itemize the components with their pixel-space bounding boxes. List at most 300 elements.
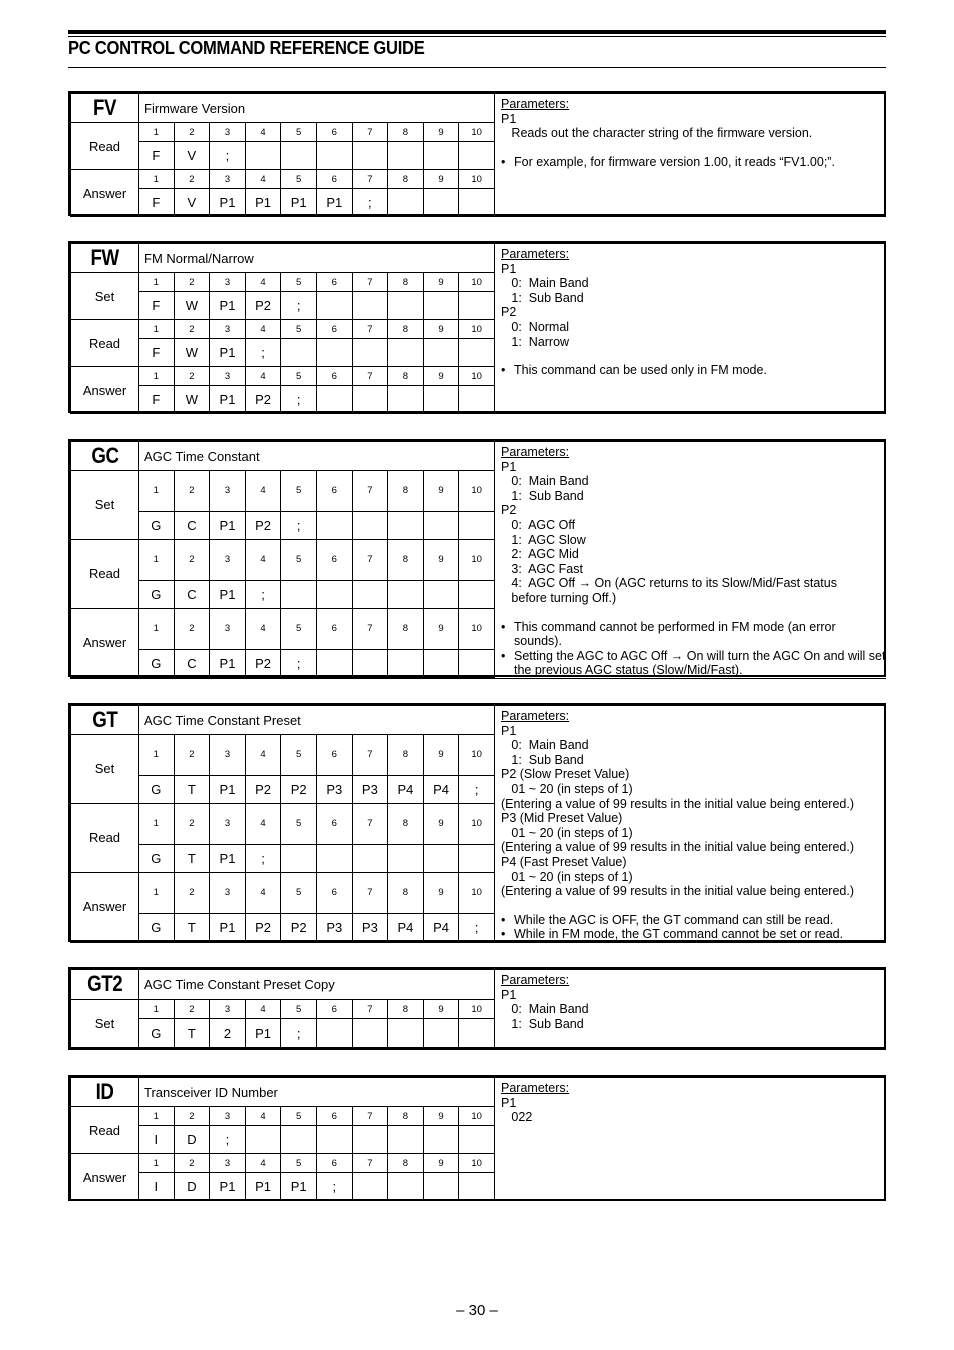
command-table xyxy=(70,243,886,414)
row-label-read: Read xyxy=(71,539,139,608)
position-number: 9 xyxy=(423,320,459,339)
position-number: 10 xyxy=(459,471,495,512)
position-number: 1 xyxy=(139,170,175,189)
parameters-label: Parameters: xyxy=(501,1081,570,1095)
position-cell xyxy=(423,1173,459,1201)
parameters-label: Parameters: xyxy=(501,97,570,111)
position-cell xyxy=(423,142,459,170)
position-number: 2 xyxy=(174,471,210,512)
parameter-line: 022 xyxy=(501,1110,533,1125)
position-number: 7 xyxy=(352,1154,388,1173)
position-cell: P4 xyxy=(423,775,459,803)
position-number: 1 xyxy=(139,803,175,844)
position-number: 5 xyxy=(281,320,317,339)
position-number: 4 xyxy=(245,1107,281,1126)
position-number: 9 xyxy=(423,735,459,776)
position-number: 1 xyxy=(139,1107,175,1126)
position-cell xyxy=(388,844,424,872)
position-number: 5 xyxy=(281,999,317,1019)
position-cell: P3 xyxy=(316,913,352,941)
position-number: 9 xyxy=(423,999,459,1019)
position-number: 2 xyxy=(174,273,210,292)
position-number: 10 xyxy=(459,123,495,142)
position-cell: V xyxy=(174,189,210,217)
command-name: FM Normal/Narrow xyxy=(139,244,495,273)
row-label-set: Set xyxy=(71,471,139,540)
position-cell xyxy=(352,1173,388,1201)
position-cell: ; xyxy=(245,580,281,608)
position-cell: T xyxy=(174,913,210,941)
row-label-answer: Answer xyxy=(71,872,139,941)
parameter-line: P2 xyxy=(501,305,517,320)
position-number: 1 xyxy=(139,735,175,776)
row-label-read: Read xyxy=(71,1107,139,1154)
position-number: 3 xyxy=(210,123,246,142)
position-cell: C xyxy=(174,580,210,608)
position-number: 5 xyxy=(281,170,317,189)
parameter-line: 0: Main Band xyxy=(501,738,589,753)
position-number: 2 xyxy=(174,872,210,913)
position-cell xyxy=(459,189,495,217)
position-cell: ; xyxy=(281,511,317,539)
note-item xyxy=(501,913,886,928)
position-cell: C xyxy=(174,511,210,539)
position-number: 8 xyxy=(388,1154,424,1173)
position-number: 9 xyxy=(423,608,459,649)
position-number: 3 xyxy=(210,170,246,189)
position-number: 1 xyxy=(139,999,175,1019)
parameter-line: P1 xyxy=(501,987,517,1002)
position-cell: ; xyxy=(245,844,281,872)
empty-area xyxy=(71,677,495,678)
position-number: 6 xyxy=(316,367,352,386)
bullet-icon: • xyxy=(501,363,506,378)
position-number: 3 xyxy=(210,735,246,776)
position-cell xyxy=(459,142,495,170)
bullet-icon: • xyxy=(501,648,506,663)
row-label-answer: Answer xyxy=(71,367,139,414)
position-number: 8 xyxy=(388,999,424,1019)
position-cell: P2 xyxy=(245,913,281,941)
position-number: 9 xyxy=(423,872,459,913)
position-cell xyxy=(423,339,459,367)
position-number: 9 xyxy=(423,1107,459,1126)
position-number: 6 xyxy=(316,999,352,1019)
row-label-set: Set xyxy=(71,273,139,320)
position-cell xyxy=(388,292,424,320)
position-cell: P2 xyxy=(245,511,281,539)
command-code-text: GC xyxy=(90,443,119,468)
position-cell: F xyxy=(139,189,175,217)
position-number: 2 xyxy=(174,999,210,1019)
position-number: 8 xyxy=(388,320,424,339)
command-table xyxy=(70,441,886,679)
position-cell: I xyxy=(139,1126,175,1154)
position-number: 9 xyxy=(423,803,459,844)
position-cell xyxy=(316,1019,352,1048)
position-cell xyxy=(281,844,317,872)
parameter-line: 1: Sub Band xyxy=(501,290,584,305)
command-code xyxy=(71,442,139,471)
note-text: Setting the AGC to AGC Off → On will turn the AGC On and will set the previous AGC status (Slow/Mid/Fast). xyxy=(514,648,886,678)
position-cell: P2 xyxy=(245,292,281,320)
position-cell: 2 xyxy=(210,1019,246,1048)
command-block-id xyxy=(68,1075,886,1201)
command-code-text: GT xyxy=(91,707,118,732)
position-cell: D xyxy=(174,1126,210,1154)
position-cell xyxy=(388,1173,424,1201)
position-cell xyxy=(352,1019,388,1048)
position-cell xyxy=(459,649,495,677)
parameter-line: 2: AGC Mid xyxy=(501,547,579,562)
position-cell: P1 xyxy=(210,649,246,677)
position-cell: ; xyxy=(281,292,317,320)
position-cell: P1 xyxy=(210,580,246,608)
position-cell: W xyxy=(174,292,210,320)
position-number: 9 xyxy=(423,273,459,292)
position-cell: ; xyxy=(210,1126,246,1154)
notes-spacer xyxy=(501,899,886,913)
parameter-line: P1 xyxy=(501,1095,517,1110)
position-cell xyxy=(352,844,388,872)
position-number: 5 xyxy=(281,123,317,142)
position-number: 5 xyxy=(281,273,317,292)
position-cell xyxy=(316,844,352,872)
position-number: 3 xyxy=(210,803,246,844)
position-number: 9 xyxy=(423,367,459,386)
position-cell xyxy=(388,189,424,217)
position-cell xyxy=(352,580,388,608)
position-cell xyxy=(316,511,352,539)
position-cell xyxy=(388,511,424,539)
position-cell xyxy=(423,1019,459,1048)
position-number: 4 xyxy=(245,367,281,386)
position-number: 5 xyxy=(281,471,317,512)
position-number: 4 xyxy=(245,1154,281,1173)
bullet-icon: • xyxy=(501,154,506,169)
position-number: 6 xyxy=(316,803,352,844)
position-number: 8 xyxy=(388,123,424,142)
position-cell: T xyxy=(174,1019,210,1048)
position-cell: P4 xyxy=(423,913,459,941)
position-number: 6 xyxy=(316,471,352,512)
position-number: 3 xyxy=(210,872,246,913)
position-cell xyxy=(352,511,388,539)
position-cell: P1 xyxy=(245,189,281,217)
position-cell xyxy=(459,511,495,539)
position-number: 9 xyxy=(423,170,459,189)
position-number: 1 xyxy=(139,367,175,386)
command-name: AGC Time Constant Preset xyxy=(139,706,495,735)
command-table xyxy=(70,969,886,1048)
parameter-line: 1: Sub Band xyxy=(501,752,584,767)
parameters-panel xyxy=(495,706,887,943)
position-number: 10 xyxy=(459,999,495,1019)
position-cell: P2 xyxy=(245,386,281,414)
parameter-line: P1 xyxy=(501,459,517,474)
position-cell: T xyxy=(174,775,210,803)
position-number: 5 xyxy=(281,1154,317,1173)
position-number: 2 xyxy=(174,320,210,339)
position-number: 2 xyxy=(174,170,210,189)
parameter-line: 01 ~ 20 (in steps of 1) xyxy=(501,781,633,796)
command-code xyxy=(71,970,139,1000)
position-number: 4 xyxy=(245,320,281,339)
command-code-text: GT2 xyxy=(86,971,123,997)
empty-area xyxy=(71,941,495,942)
position-cell xyxy=(352,339,388,367)
position-number: 6 xyxy=(316,1154,352,1173)
position-cell: P2 xyxy=(245,649,281,677)
parameters-label: Parameters: xyxy=(501,445,570,459)
position-number: 6 xyxy=(316,320,352,339)
note-item xyxy=(501,927,886,942)
position-cell xyxy=(245,1126,281,1154)
position-cell xyxy=(423,511,459,539)
position-cell: I xyxy=(139,1173,175,1201)
note-item xyxy=(501,155,886,170)
parameter-line: 4: AGC Off → On (AGC returns to its Slow/Mid/Fast status xyxy=(501,576,837,591)
parameter-line: 0: Normal xyxy=(501,319,570,334)
position-number: 6 xyxy=(316,735,352,776)
position-cell xyxy=(316,1126,352,1154)
command-code-text: FW xyxy=(90,245,119,270)
position-cell xyxy=(316,580,352,608)
position-cell: P2 xyxy=(281,775,317,803)
parameter-line: P1 xyxy=(501,261,517,276)
position-cell: P1 xyxy=(316,189,352,217)
position-number: 6 xyxy=(316,608,352,649)
command-code xyxy=(71,1078,139,1107)
position-cell: ; xyxy=(352,189,388,217)
position-number: 10 xyxy=(459,1107,495,1126)
position-number: 1 xyxy=(139,872,175,913)
position-cell xyxy=(459,580,495,608)
position-cell xyxy=(423,386,459,414)
position-number: 8 xyxy=(388,608,424,649)
position-number: 3 xyxy=(210,608,246,649)
position-cell: P1 xyxy=(281,189,317,217)
position-cell: P1 xyxy=(210,913,246,941)
position-number: 4 xyxy=(245,735,281,776)
position-cell: P1 xyxy=(210,339,246,367)
position-number: 10 xyxy=(459,539,495,580)
position-cell: F xyxy=(139,386,175,414)
position-cell xyxy=(352,1126,388,1154)
position-number: 2 xyxy=(174,1154,210,1173)
position-number: 8 xyxy=(388,170,424,189)
position-number: 1 xyxy=(139,539,175,580)
parameter-line: P2 (Slow Preset Value) xyxy=(501,767,630,782)
parameters-panel xyxy=(495,94,887,217)
position-cell xyxy=(388,142,424,170)
position-number: 3 xyxy=(210,1107,246,1126)
position-cell: ; xyxy=(459,913,495,941)
parameter-line: before turning Off.) xyxy=(501,590,617,605)
parameter-line: 01 ~ 20 (in steps of 1) xyxy=(501,869,633,884)
header-rule-bottom xyxy=(68,67,886,68)
position-cell: ; xyxy=(281,649,317,677)
position-number: 4 xyxy=(245,123,281,142)
position-cell xyxy=(423,292,459,320)
page-title: PC CONTROL COMMAND REFERENCE GUIDE xyxy=(68,38,425,58)
position-cell xyxy=(423,844,459,872)
position-number: 5 xyxy=(281,608,317,649)
row-label-answer: Answer xyxy=(71,170,139,217)
position-cell xyxy=(352,649,388,677)
position-cell: G xyxy=(139,649,175,677)
row-label-read: Read xyxy=(71,123,139,170)
position-number: 4 xyxy=(245,273,281,292)
parameters-panel xyxy=(495,244,887,414)
position-number: 2 xyxy=(174,1107,210,1126)
position-number: 7 xyxy=(352,170,388,189)
position-cell xyxy=(316,292,352,320)
command-block-fv xyxy=(68,91,886,216)
position-number: 7 xyxy=(352,320,388,339)
position-cell xyxy=(388,1126,424,1154)
note-text: This command cannot be performed in FM mode (an error sounds). xyxy=(514,619,836,649)
parameter-line: P3 (Mid Preset Value) xyxy=(501,811,623,826)
parameter-line: 0: AGC Off xyxy=(501,517,576,532)
position-number: 10 xyxy=(459,1154,495,1173)
position-cell: P1 xyxy=(210,844,246,872)
position-cell xyxy=(352,292,388,320)
position-number: 1 xyxy=(139,273,175,292)
position-cell: ; xyxy=(281,1019,317,1048)
position-cell xyxy=(388,386,424,414)
position-cell: ; xyxy=(210,142,246,170)
row-label-read: Read xyxy=(71,803,139,872)
position-number: 5 xyxy=(281,1107,317,1126)
position-cell xyxy=(423,1126,459,1154)
page-number: – 30 – xyxy=(456,1302,498,1319)
parameters-label: Parameters: xyxy=(501,973,570,987)
command-name: Firmware Version xyxy=(139,94,495,123)
parameter-line: P1 xyxy=(501,111,517,126)
position-cell: P3 xyxy=(352,775,388,803)
position-cell xyxy=(316,339,352,367)
parameter-line: 0: Main Band xyxy=(501,276,589,291)
position-cell xyxy=(245,142,281,170)
position-number: 6 xyxy=(316,872,352,913)
position-cell: P1 xyxy=(210,292,246,320)
note-item xyxy=(501,649,886,678)
command-block-gt2 xyxy=(68,967,886,1050)
row-label-read: Read xyxy=(71,320,139,367)
parameter-line: P1 xyxy=(501,723,517,738)
row-label-set: Set xyxy=(71,735,139,804)
position-number: 4 xyxy=(245,999,281,1019)
position-number: 4 xyxy=(245,803,281,844)
position-cell: F xyxy=(139,142,175,170)
position-number: 2 xyxy=(174,123,210,142)
parameters-panel xyxy=(495,1078,887,1201)
position-cell: P4 xyxy=(388,913,424,941)
position-cell xyxy=(388,1019,424,1048)
position-cell: G xyxy=(139,580,175,608)
position-cell: D xyxy=(174,1173,210,1201)
position-number: 1 xyxy=(139,471,175,512)
position-number: 6 xyxy=(316,123,352,142)
position-cell xyxy=(281,142,317,170)
parameter-line: 1: Sub Band xyxy=(501,1016,584,1031)
command-table xyxy=(70,93,886,217)
command-code-text: FV xyxy=(92,95,117,120)
bullet-icon: • xyxy=(501,927,506,942)
parameter-line: Reads out the character string of the firmware version. xyxy=(501,126,813,141)
notes-spacer xyxy=(501,349,886,363)
position-number: 7 xyxy=(352,608,388,649)
command-table xyxy=(70,705,886,943)
note-item xyxy=(501,363,886,378)
position-number: 4 xyxy=(245,608,281,649)
position-cell xyxy=(459,292,495,320)
position-number: 2 xyxy=(174,803,210,844)
header-rule-thick xyxy=(68,30,886,34)
position-number: 7 xyxy=(352,872,388,913)
row-label-answer: Answer xyxy=(71,608,139,677)
position-cell xyxy=(316,386,352,414)
note-item xyxy=(501,620,886,649)
position-number: 4 xyxy=(245,539,281,580)
position-number: 6 xyxy=(316,539,352,580)
position-number: 8 xyxy=(388,735,424,776)
note-text: While in FM mode, the GT command cannot be set or read. xyxy=(514,927,844,942)
position-number: 10 xyxy=(459,735,495,776)
position-number: 9 xyxy=(423,123,459,142)
position-number: 5 xyxy=(281,803,317,844)
command-block-fw xyxy=(68,241,886,413)
parameter-line: (Entering a value of 99 results in the initial value being entered.) xyxy=(501,884,854,899)
parameter-line: 1: Narrow xyxy=(501,334,570,349)
position-cell xyxy=(388,339,424,367)
position-cell xyxy=(459,386,495,414)
position-cell xyxy=(281,580,317,608)
command-code-text: ID xyxy=(95,1079,114,1104)
parameter-line: 0: Main Band xyxy=(501,1002,589,1017)
position-cell: P2 xyxy=(281,913,317,941)
position-cell: T xyxy=(174,844,210,872)
position-cell: F xyxy=(139,292,175,320)
bullet-icon: • xyxy=(501,912,506,927)
position-cell xyxy=(459,339,495,367)
parameters-panel xyxy=(495,442,887,679)
position-number: 1 xyxy=(139,1154,175,1173)
position-number: 2 xyxy=(174,608,210,649)
bullet-icon: • xyxy=(501,619,506,634)
note-text: This command can be used only in FM mode. xyxy=(514,363,767,378)
parameter-line: P4 (Fast Preset Value) xyxy=(501,854,627,869)
row-label-answer: Answer xyxy=(71,1154,139,1201)
position-cell: P1 xyxy=(210,775,246,803)
position-number: 6 xyxy=(316,170,352,189)
position-number: 6 xyxy=(316,273,352,292)
command-name: AGC Time Constant Preset Copy xyxy=(139,970,495,1000)
position-number: 7 xyxy=(352,367,388,386)
position-cell: P3 xyxy=(316,775,352,803)
position-number: 2 xyxy=(174,367,210,386)
position-cell: G xyxy=(139,511,175,539)
position-number: 3 xyxy=(210,367,246,386)
position-number: 8 xyxy=(388,539,424,580)
position-cell xyxy=(352,386,388,414)
position-cell xyxy=(388,649,424,677)
position-cell xyxy=(423,649,459,677)
position-number: 10 xyxy=(459,273,495,292)
position-number: 3 xyxy=(210,273,246,292)
position-cell: ; xyxy=(316,1173,352,1201)
